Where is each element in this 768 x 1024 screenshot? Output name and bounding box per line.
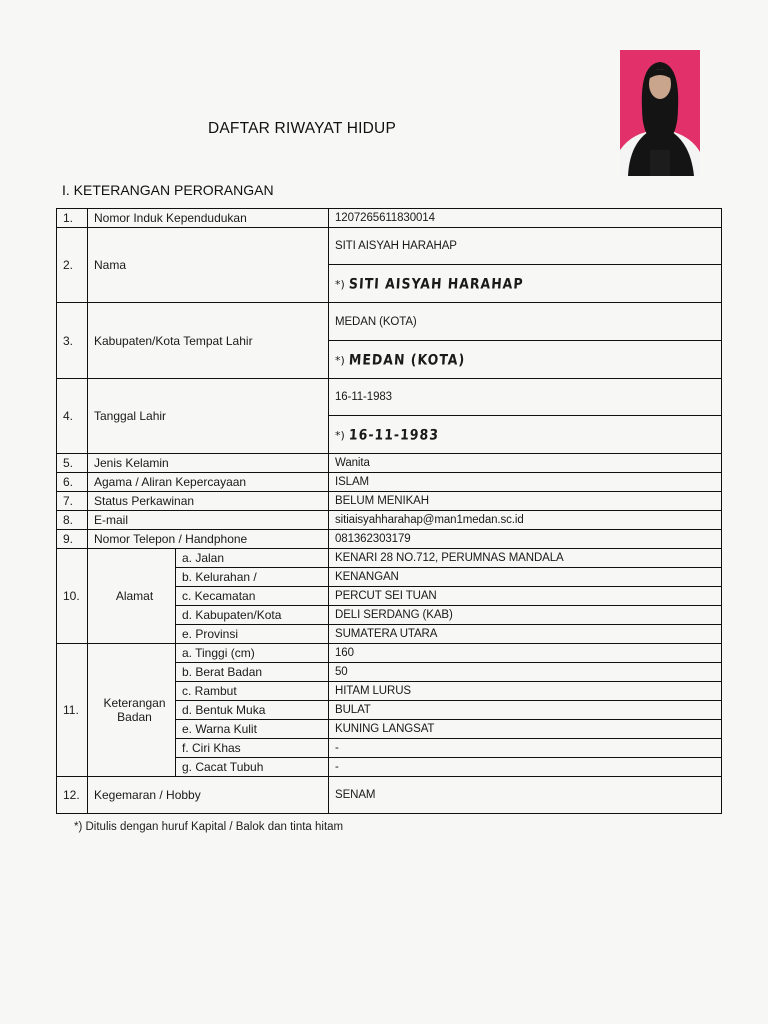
- field-value: MEDAN (KOTA): [329, 303, 722, 341]
- field-value: BELUM MENIKAH: [329, 492, 722, 511]
- field-label: Jenis Kelamin: [88, 454, 329, 473]
- field-value: 1207265611830014: [329, 209, 722, 228]
- sub-field-value: DELI SERDANG (KAB): [329, 606, 722, 625]
- row-number: 6.: [57, 473, 88, 492]
- row-number: 5.: [57, 454, 88, 473]
- table-row: [57, 511, 722, 530]
- row-number: 11.: [57, 644, 88, 777]
- document-title: DAFTAR RIWAYAT HIDUP: [208, 120, 396, 137]
- section-title: I. KETERANGAN PERORANGAN: [62, 182, 274, 198]
- field-label: E-mail: [88, 511, 329, 530]
- sub-field-label: c. Kecamatan: [176, 587, 329, 606]
- table-row: [57, 492, 722, 511]
- sub-field-label: c. Rambut: [176, 682, 329, 701]
- handwritten-value: [329, 416, 722, 454]
- portrait-photo: [620, 50, 700, 176]
- table-row: [57, 209, 722, 228]
- field-label: Tanggal Lahir: [88, 379, 329, 454]
- row-number: 10.: [57, 549, 88, 644]
- handwritten-value: [329, 341, 722, 379]
- sub-field-label: a. Jalan: [176, 549, 329, 568]
- sub-field-label: d. Bentuk Muka: [176, 701, 329, 720]
- sub-field-value: -: [329, 739, 722, 758]
- table-row: [57, 549, 722, 568]
- field-label: [88, 644, 176, 777]
- sub-field-label: g. Cacat Tubuh: [176, 758, 329, 777]
- sub-field-value: SUMATERA UTARA: [329, 625, 722, 644]
- field-label: Status Perkawinan: [88, 492, 329, 511]
- field-label: Alamat: [88, 549, 176, 644]
- table-row: [57, 228, 722, 265]
- field-label: Kegemaran / Hobby: [88, 777, 329, 814]
- portrait-photo-icon: [620, 50, 700, 176]
- row-number: 8.: [57, 511, 88, 530]
- field-label-line: Keterangan: [103, 696, 166, 710]
- sub-field-value: KUNING LANGSAT: [329, 720, 722, 739]
- table-row: [57, 644, 722, 663]
- sub-field-label: f. Ciri Khas: [176, 739, 329, 758]
- handwritten-value: [329, 265, 722, 303]
- row-number: 7.: [57, 492, 88, 511]
- sub-field-label: b. Kelurahan /: [176, 568, 329, 587]
- table-row: [57, 379, 722, 416]
- handwritten-text: MEDAN (KOTA): [348, 350, 466, 369]
- sub-field-label: b. Berat Badan: [176, 663, 329, 682]
- sub-field-label: e. Provinsi: [176, 625, 329, 644]
- table-row: [57, 473, 722, 492]
- row-number: 12.: [57, 777, 88, 814]
- field-value: 16-11-1983: [329, 379, 722, 416]
- field-label: Kabupaten/Kota Tempat Lahir: [88, 303, 329, 379]
- table-row: [57, 303, 722, 341]
- field-value: SENAM: [329, 777, 722, 814]
- sub-field-value: PERCUT SEI TUAN: [329, 587, 722, 606]
- field-label: Nama: [88, 228, 329, 303]
- handwritten-text: SITI AISYAH HARAHAP: [348, 274, 524, 293]
- field-label-line: Badan: [117, 710, 152, 724]
- handwritten-prefix: *): [335, 354, 345, 367]
- email-value: sitiaisyahharahap@man1medan.sc.id: [329, 511, 722, 530]
- field-value: SITI AISYAH HARAHAP: [329, 228, 722, 265]
- sub-field-value: -: [329, 758, 722, 777]
- field-label: Nomor Telepon / Handphone: [88, 530, 329, 549]
- row-number: 2.: [57, 228, 88, 303]
- field-label: Agama / Aliran Kepercayaan: [88, 473, 329, 492]
- sub-field-label: a. Tinggi (cm): [176, 644, 329, 663]
- table-row: [57, 454, 722, 473]
- handwritten-prefix: *): [335, 429, 345, 442]
- handwritten-text: 16-11-1983: [348, 425, 440, 444]
- row-number: 3.: [57, 303, 88, 379]
- field-label: Nomor Induk Kependudukan: [88, 209, 329, 228]
- sub-field-value: KENANGAN: [329, 568, 722, 587]
- row-number: 9.: [57, 530, 88, 549]
- sub-field-value: HITAM LURUS: [329, 682, 722, 701]
- row-number: 1.: [57, 209, 88, 228]
- field-value: Wanita: [329, 454, 722, 473]
- table-row: [57, 777, 722, 814]
- table-row: [57, 530, 722, 549]
- sub-field-value: 50: [329, 663, 722, 682]
- footnote: *) Ditulis dengan huruf Kapital / Balok dan tinta hitam: [74, 821, 344, 833]
- field-value: ISLAM: [329, 473, 722, 492]
- sub-field-label: e. Warna Kulit: [176, 720, 329, 739]
- sub-field-label: d. Kabupaten/Kota: [176, 606, 329, 625]
- row-number: 4.: [57, 379, 88, 454]
- sub-field-value: BULAT: [329, 701, 722, 720]
- personal-info-table: [56, 208, 722, 814]
- sub-field-value: 160: [329, 644, 722, 663]
- handwritten-prefix: *): [335, 278, 345, 291]
- phone-value: 081362303179: [329, 530, 722, 549]
- sub-field-value: KENARI 28 NO.712, PERUMNAS MANDALA: [329, 549, 722, 568]
